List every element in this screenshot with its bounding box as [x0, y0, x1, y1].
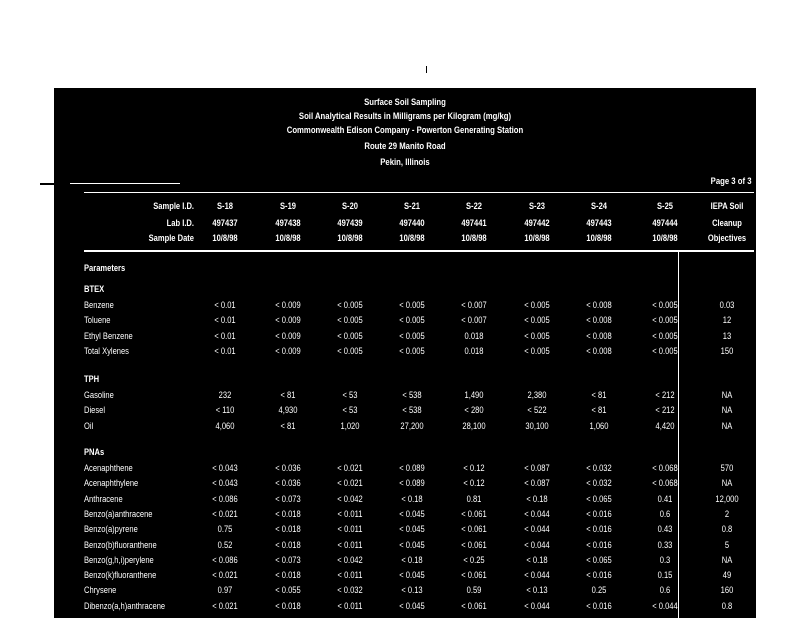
result-value-cell: < 0.005 — [337, 315, 363, 325]
sample-id-cell: S-25 — [657, 201, 673, 211]
result-value-cell: < 280 — [464, 405, 484, 415]
result-value-cell: < 0.044 — [524, 601, 550, 611]
results-table-sheet — [54, 88, 756, 618]
group-heading: BTEX — [84, 284, 105, 294]
parameter-name: Acenaphthylene — [84, 478, 139, 488]
result-value-cell: < 0.042 — [337, 494, 363, 504]
result-value-cell: < 0.18 — [526, 494, 548, 504]
result-value-cell: < 0.073 — [275, 555, 301, 565]
document-title: Surface Soil Sampling — [364, 97, 446, 107]
header-row-label: Lab I.D. — [166, 218, 194, 228]
result-value-cell: 0.6 — [659, 509, 671, 519]
result-value-cell: < 0.13 — [401, 585, 423, 595]
result-value-cell: < 0.005 — [524, 315, 550, 325]
objective-value-cell: 5 — [724, 540, 730, 550]
result-value-cell: < 0.005 — [337, 300, 363, 310]
objective-value-cell: NA — [721, 421, 733, 431]
objective-header-line: Objectives — [707, 233, 747, 243]
result-value-cell: < 0.061 — [461, 509, 487, 519]
result-value-cell: 0.59 — [466, 585, 482, 595]
document-subtitle: Soil Analytical Results in Milligrams per Kilogram (mg/kg) — [298, 111, 512, 121]
result-value-cell: < 0.018 — [275, 570, 301, 580]
sample-date-cell: 10/8/98 — [337, 233, 363, 243]
result-value-cell: 1,020 — [340, 421, 360, 431]
result-value-cell: < 0.018 — [275, 540, 301, 550]
result-value-cell: < 0.011 — [337, 509, 363, 519]
result-value-cell: < 0.018 — [275, 509, 301, 519]
result-value-cell: 0.41 — [657, 494, 673, 504]
result-value-cell: < 0.005 — [337, 331, 363, 341]
objective-value-cell: 150 — [720, 346, 734, 356]
result-value-cell: 1,490 — [464, 390, 484, 400]
result-value-cell: < 0.061 — [461, 524, 487, 534]
parameter-name: Gasoline — [84, 390, 114, 400]
result-value-cell: < 0.008 — [586, 315, 612, 325]
sample-date-cell: 10/8/98 — [652, 233, 678, 243]
objective-value-cell: 0.8 — [721, 601, 733, 611]
result-value-cell: < 0.032 — [337, 585, 363, 595]
sample-date-cell: 10/8/98 — [275, 233, 301, 243]
sample-id-cell: S-23 — [529, 201, 545, 211]
result-value-cell: 0.43 — [657, 524, 673, 534]
result-value-cell: < 81 — [591, 405, 607, 415]
result-value-cell: < 0.011 — [337, 601, 363, 611]
result-value-cell: 0.33 — [657, 540, 673, 550]
title-underline — [70, 183, 180, 184]
parameter-name: Benzo(a)anthracene — [84, 509, 153, 519]
objective-value-cell: 12,000 — [715, 494, 739, 504]
objective-value-cell: 160 — [720, 585, 734, 595]
result-value-cell: < 0.005 — [399, 300, 425, 310]
result-value-cell: < 0.016 — [586, 540, 612, 550]
result-value-cell: < 0.021 — [337, 463, 363, 473]
objective-value-cell: NA — [721, 390, 733, 400]
result-value-cell: < 0.073 — [275, 494, 301, 504]
result-value-cell: < 0.007 — [461, 315, 487, 325]
objective-header-line: IEPA Soil — [710, 201, 744, 211]
objective-value-cell: 13 — [722, 331, 732, 341]
sample-id-cell: S-21 — [404, 201, 420, 211]
page-number: Page 3 of 3 — [711, 176, 752, 186]
result-value-cell: < 0.044 — [524, 540, 550, 550]
parameter-name: Toluene — [84, 315, 111, 325]
result-value-cell: < 538 — [402, 390, 422, 400]
result-value-cell: < 0.005 — [399, 331, 425, 341]
sample-lab-cell: 497442 — [524, 218, 550, 228]
result-value-cell: < 0.011 — [337, 524, 363, 534]
result-value-cell: < 0.007 — [461, 300, 487, 310]
result-value-cell: < 522 — [527, 405, 547, 415]
sample-lab-cell: 497437 — [212, 218, 238, 228]
parameters-label: Parameters — [84, 263, 126, 273]
sample-date-cell: 10/8/98 — [586, 233, 612, 243]
sample-lab-cell: 497443 — [586, 218, 612, 228]
result-value-cell: < 0.065 — [586, 555, 612, 565]
result-value-cell: < 0.045 — [399, 601, 425, 611]
result-value-cell: < 0.032 — [586, 463, 612, 473]
result-value-cell: 4,420 — [655, 421, 675, 431]
objective-header-line: Cleanup — [712, 218, 742, 228]
result-value-cell: < 0.01 — [214, 315, 236, 325]
group-heading: TPH — [84, 374, 100, 384]
objective-value-cell: 49 — [722, 570, 732, 580]
result-value-cell: < 0.045 — [399, 570, 425, 580]
result-value-cell: < 0.016 — [586, 509, 612, 519]
result-value-cell: 0.018 — [464, 331, 484, 341]
header-bottom-rule — [84, 250, 754, 252]
objective-value-cell: 570 — [720, 463, 734, 473]
result-value-cell: < 53 — [342, 390, 358, 400]
result-value-cell: 30,100 — [525, 421, 549, 431]
result-value-cell: < 0.044 — [524, 570, 550, 580]
group-heading: PNAs — [84, 447, 105, 457]
result-value-cell: < 0.036 — [275, 463, 301, 473]
objective-value-cell: NA — [721, 405, 733, 415]
result-value-cell: < 0.005 — [524, 346, 550, 356]
result-value-cell: < 538 — [402, 405, 422, 415]
result-value-cell: < 0.005 — [652, 315, 678, 325]
result-value-cell: < 0.016 — [586, 601, 612, 611]
result-value-cell: < 0.061 — [461, 570, 487, 580]
sample-date-cell: 10/8/98 — [461, 233, 487, 243]
sample-id-cell: S-19 — [280, 201, 296, 211]
result-value-cell: < 0.044 — [524, 524, 550, 534]
result-value-cell: < 0.011 — [337, 570, 363, 580]
result-value-cell: < 0.008 — [586, 300, 612, 310]
result-value-cell: < 0.061 — [461, 601, 487, 611]
result-value-cell: < 0.009 — [275, 315, 301, 325]
result-value-cell: < 53 — [342, 405, 358, 415]
result-value-cell: < 0.043 — [212, 463, 238, 473]
result-value-cell: < 0.065 — [586, 494, 612, 504]
result-value-cell: < 0.016 — [586, 524, 612, 534]
result-value-cell: 0.97 — [217, 585, 233, 595]
header-row-label: Sample Date — [148, 233, 194, 243]
parameter-name: Benzo(g,h,i)perylene — [84, 555, 154, 565]
result-value-cell: < 0.061 — [461, 540, 487, 550]
result-value-cell: < 0.01 — [214, 346, 236, 356]
header-row-label: Sample I.D. — [153, 201, 194, 211]
parameter-name: Acenaphthene — [84, 463, 133, 473]
result-value-cell: < 0.01 — [214, 331, 236, 341]
result-value-cell: < 0.016 — [586, 570, 612, 580]
sample-lab-cell: 497439 — [337, 218, 363, 228]
objective-value-cell: 0.03 — [719, 300, 735, 310]
result-value-cell: < 0.005 — [524, 300, 550, 310]
result-value-cell: 28,100 — [462, 421, 486, 431]
sample-date-cell: 10/8/98 — [212, 233, 238, 243]
sample-date-cell: 10/8/98 — [399, 233, 425, 243]
parameter-name: Oil — [84, 421, 94, 431]
result-value-cell: 0.018 — [464, 346, 484, 356]
result-value-cell: 0.25 — [591, 585, 607, 595]
result-value-cell: < 0.009 — [275, 346, 301, 356]
result-value-cell: < 0.021 — [212, 509, 238, 519]
result-value-cell: < 0.005 — [524, 331, 550, 341]
result-value-cell: < 0.009 — [275, 331, 301, 341]
result-value-cell: < 0.009 — [275, 300, 301, 310]
result-value-cell: 0.3 — [659, 555, 671, 565]
result-value-cell: < 0.068 — [652, 463, 678, 473]
parameter-name: Chrysene — [84, 585, 117, 595]
result-value-cell: < 0.087 — [524, 478, 550, 488]
header-top-rule — [84, 192, 754, 193]
result-value-cell: < 0.18 — [401, 494, 423, 504]
result-value-cell: < 0.18 — [526, 555, 548, 565]
parameter-name: Benzo(k)fluoranthene — [84, 570, 157, 580]
company-name: Commonwealth Edison Company - Powerton Generating Station — [286, 125, 524, 135]
result-value-cell: < 0.18 — [401, 555, 423, 565]
parameter-name: Benzo(b)fluoranthene — [84, 540, 157, 550]
result-value-cell: < 0.12 — [463, 478, 485, 488]
objective-value-cell: NA — [721, 555, 733, 565]
sample-id-cell: S-24 — [591, 201, 607, 211]
result-value-cell: < 0.086 — [212, 494, 238, 504]
result-value-cell: < 0.018 — [275, 601, 301, 611]
result-value-cell: 0.75 — [217, 524, 233, 534]
result-value-cell: < 0.045 — [399, 524, 425, 534]
result-value-cell: 27,200 — [400, 421, 424, 431]
result-value-cell: < 0.055 — [275, 585, 301, 595]
result-value-cell: < 0.008 — [586, 346, 612, 356]
sample-id-cell: S-22 — [466, 201, 482, 211]
result-value-cell: < 110 — [215, 405, 235, 415]
result-value-cell: < 0.087 — [524, 463, 550, 473]
result-value-cell: < 0.005 — [652, 331, 678, 341]
result-value-cell: < 0.089 — [399, 463, 425, 473]
scan-mark-top — [426, 66, 427, 73]
result-value-cell: < 0.021 — [212, 601, 238, 611]
result-value-cell: < 0.005 — [337, 346, 363, 356]
parameter-name: Diesel — [84, 405, 106, 415]
result-value-cell: 2,380 — [527, 390, 547, 400]
result-value-cell: < 0.021 — [212, 570, 238, 580]
result-value-cell: < 0.12 — [463, 463, 485, 473]
result-value-cell: < 0.045 — [399, 509, 425, 519]
parameter-name: Benzo(a)pyrene — [84, 524, 138, 534]
result-value-cell: < 0.044 — [652, 601, 678, 611]
parameter-name: Dibenzo(a,h)anthracene — [84, 601, 166, 611]
result-value-cell: 1,060 — [589, 421, 609, 431]
parameter-name: Anthracene — [84, 494, 123, 504]
result-value-cell: < 81 — [280, 390, 296, 400]
objective-value-cell: 0.8 — [721, 524, 733, 534]
result-value-cell: < 0.036 — [275, 478, 301, 488]
site-address: Route 29 Manito Road — [364, 141, 446, 151]
sample-id-cell: S-20 — [342, 201, 358, 211]
parameter-name: Benzene — [84, 300, 114, 310]
sample-lab-cell: 497440 — [399, 218, 425, 228]
result-value-cell: < 0.044 — [524, 509, 550, 519]
result-value-cell: < 0.089 — [399, 478, 425, 488]
result-value-cell: < 0.011 — [337, 540, 363, 550]
result-value-cell: < 0.043 — [212, 478, 238, 488]
site-city: Pekin, Illinois — [380, 157, 430, 167]
result-value-cell: < 0.018 — [275, 524, 301, 534]
sample-lab-cell: 497444 — [652, 218, 678, 228]
result-value-cell: < 81 — [280, 421, 296, 431]
result-value-cell: < 0.008 — [586, 331, 612, 341]
result-value-cell: 0.52 — [217, 540, 233, 550]
result-value-cell: < 0.032 — [586, 478, 612, 488]
parameter-name: Total Xylenes — [84, 346, 129, 356]
result-value-cell: < 0.005 — [652, 346, 678, 356]
sample-date-cell: 10/8/98 — [524, 233, 550, 243]
result-value-cell: < 212 — [655, 390, 675, 400]
result-value-cell: 0.81 — [466, 494, 482, 504]
result-value-cell: < 212 — [655, 405, 675, 415]
result-value-cell: < 0.042 — [337, 555, 363, 565]
result-value-cell: < 0.086 — [212, 555, 238, 565]
result-value-cell: 0.6 — [659, 585, 671, 595]
result-value-cell: 0.15 — [657, 570, 673, 580]
result-value-cell: < 0.005 — [399, 315, 425, 325]
result-value-cell: < 0.068 — [652, 478, 678, 488]
result-value-cell: < 0.13 — [526, 585, 548, 595]
result-value-cell: < 81 — [591, 390, 607, 400]
result-value-cell: < 0.021 — [337, 478, 363, 488]
sample-lab-cell: 497441 — [461, 218, 487, 228]
objective-value-cell: 12 — [722, 315, 732, 325]
objective-value-cell: NA — [721, 478, 733, 488]
result-value-cell: < 0.25 — [463, 555, 485, 565]
sample-lab-cell: 497438 — [275, 218, 301, 228]
result-value-cell: 232 — [218, 390, 232, 400]
result-value-cell: 4,060 — [215, 421, 235, 431]
objective-value-cell: 2 — [724, 509, 730, 519]
parameter-name: Ethyl Benzene — [84, 331, 133, 341]
result-value-cell: 4,930 — [278, 405, 298, 415]
result-value-cell: < 0.005 — [652, 300, 678, 310]
sample-id-cell: S-18 — [217, 201, 233, 211]
result-value-cell: < 0.045 — [399, 540, 425, 550]
result-value-cell: < 0.01 — [214, 300, 236, 310]
result-value-cell: < 0.005 — [399, 346, 425, 356]
